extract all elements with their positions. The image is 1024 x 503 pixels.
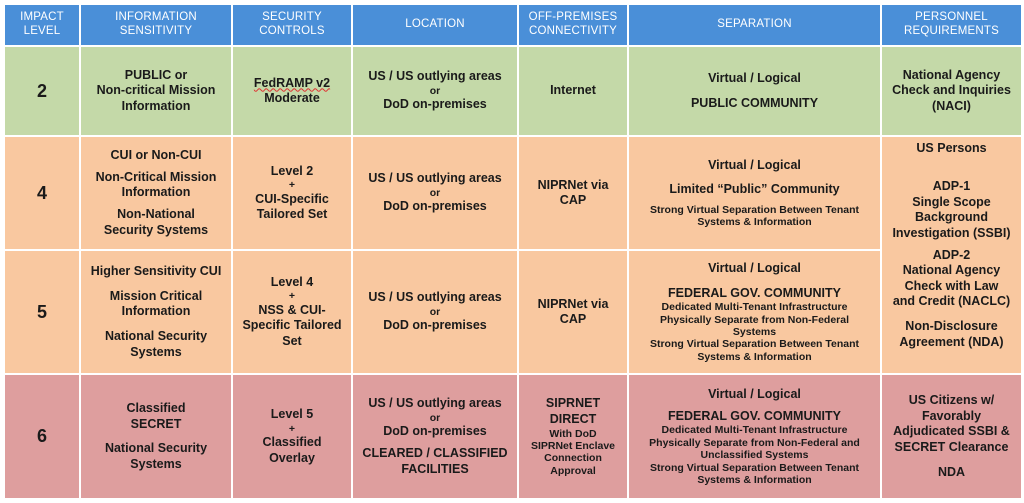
sensitivity-cell: Classified SECRET National Security Systems bbox=[80, 374, 232, 499]
header-location: LOCATION bbox=[352, 4, 518, 46]
header-separation: SEPARATION bbox=[628, 4, 881, 46]
impact-level-cell: 4 bbox=[4, 136, 80, 250]
sensitivity-cell: PUBLIC or Non-critical Mission Information bbox=[80, 46, 232, 136]
header-personnel-requirements: PERSONNEL REQUIREMENTS bbox=[881, 4, 1022, 46]
header-row bbox=[4, 4, 1022, 46]
connectivity-cell: SIPRNET DIRECT With DoD SIPRNet Enclave Connection Approval bbox=[518, 374, 628, 499]
table-row-level-2 bbox=[4, 46, 1022, 136]
security-controls-cell: Level 2 + CUI-Specific Tailored Set bbox=[232, 136, 352, 250]
separation-cell: Virtual / Logical PUBLIC COMMUNITY bbox=[628, 46, 881, 136]
impact-level-cell: 6 bbox=[4, 374, 80, 499]
location-cell: US / US outlying areas or DoD on-premises bbox=[352, 136, 518, 250]
personnel-cell-levels-4-5: US Persons ADP-1 Single Scope Background Investigation (SSBI) ADP-2 National Agency Check with Law and Credit (NACLC) Non-Disclosure Agreement (NDA) bbox=[881, 136, 1022, 374]
location-cell: US / US outlying areas or DoD on-premises CLEARED / CLASSIFIED FACILITIES bbox=[352, 374, 518, 499]
impact-level-cell: 5 bbox=[4, 250, 80, 375]
header-impact-level: IMPACT LEVEL bbox=[4, 4, 80, 46]
security-controls-cell: Level 4 + NSS & CUI- Specific Tailored Set bbox=[232, 250, 352, 375]
security-controls-cell: FedRAMP v2 Moderate bbox=[232, 46, 352, 136]
header-security-controls: SECURITY CONTROLS bbox=[232, 4, 352, 46]
connectivity-cell: Internet bbox=[518, 46, 628, 136]
table-row-level-6 bbox=[4, 374, 1022, 499]
connectivity-cell: NIPRNet via CAP bbox=[518, 250, 628, 375]
sensitivity-cell: Higher Sensitivity CUI Mission Critical Information National Security Systems bbox=[80, 250, 232, 375]
personnel-cell: National Agency Check and Inquiries (NACI) bbox=[881, 46, 1022, 136]
security-controls-cell: Level 5 + Classified Overlay bbox=[232, 374, 352, 499]
table-row-level-5 bbox=[4, 250, 1022, 375]
separation-cell: Virtual / Logical Limited “Public” Community Strong Virtual Separation Between Tenant Systems & Information bbox=[628, 136, 881, 250]
impact-level-cell: 2 bbox=[4, 46, 80, 136]
sensitivity-cell: CUI or Non-CUI Non-Critical Mission Information Non-National Security Systems bbox=[80, 136, 232, 250]
personnel-cell: US Citizens w/ Favorably Adjudicated SSBI & SECRET Clearance NDA bbox=[881, 374, 1022, 499]
table-row-level-4 bbox=[4, 136, 1022, 250]
separation-cell: Virtual / Logical FEDERAL GOV. COMMUNITY Dedicated Multi-Tenant Infrastructure Physically Separate from Non-Federal Systems Strong Virtual Separation Between Tenant Systems & Information bbox=[628, 250, 881, 375]
location-cell: US / US outlying areas or DoD on-premises bbox=[352, 46, 518, 136]
header-information-sensitivity: INFORMATION SENSITIVITY bbox=[80, 4, 232, 46]
separation-cell: Virtual / Logical FEDERAL GOV. COMMUNITY Dedicated Multi-Tenant Infrastructure Physically Separate from Non-Federal and Unclassified Systems Strong Virtual Separation Between Tenant Systems & Information bbox=[628, 374, 881, 499]
connectivity-cell: NIPRNet via CAP bbox=[518, 136, 628, 250]
impact-level-table bbox=[3, 3, 1023, 500]
header-off-premises-connectivity: OFF-PREMISES CONNECTIVITY bbox=[518, 4, 628, 46]
location-cell: US / US outlying areas or DoD on-premises bbox=[352, 250, 518, 375]
